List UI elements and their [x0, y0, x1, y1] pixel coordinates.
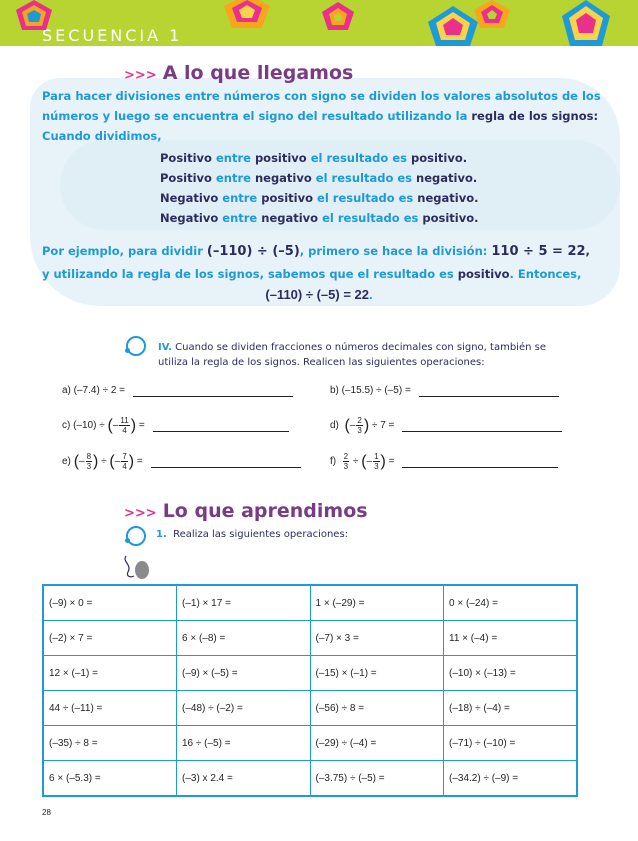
table-cell[interactable]: (–71) ÷ (–10) =: [444, 726, 578, 761]
table-cell[interactable]: (–9) × (–5) =: [177, 656, 311, 691]
table-cell[interactable]: 0 × (–24) =: [444, 585, 578, 621]
table-cell[interactable]: (–48) ÷ (–2) =: [177, 691, 311, 726]
pentagon-decoration-icon: [222, 0, 272, 28]
exercise-item-c: c) (–10) ÷ ( – $\frac{11}{4}$ ) =: [62, 416, 289, 435]
table-cell[interactable]: (–15) × (–1) =: [310, 656, 444, 691]
pentagon-decoration-icon: [562, 0, 610, 46]
answer-line[interactable]: [151, 455, 301, 468]
sign-rule: Negativo entre negativo el resultado es positivo.: [160, 211, 479, 225]
table-row: [43, 585, 577, 621]
table-cell[interactable]: (–10) × (–13) =: [444, 656, 578, 691]
chevron-icon: >>>: [124, 68, 157, 83]
table-row: [43, 726, 577, 761]
sign-rule: Positivo entre positivo el resultado es positivo.: [160, 151, 468, 165]
table-cell[interactable]: (–56) ÷ 8 =: [310, 691, 444, 726]
table-cell[interactable]: 44 ÷ (–11) =: [43, 691, 177, 726]
exercise-item-d: d) ( – $\frac{2}{3}$ ) ÷ 7 =: [330, 416, 562, 435]
table-cell[interactable]: (–3) x 2.4 =: [177, 761, 311, 797]
exercise-1-instructions: 1. Realiza las siguientes operaciones:: [156, 529, 349, 540]
sign-rule: Positivo entre negativo el resultado es negativo.: [160, 171, 478, 185]
sequence-label: SECUENCIA 1: [42, 26, 183, 45]
exercise-item-a: a) (–7.4) ÷ 2 =: [62, 384, 293, 397]
table-cell[interactable]: 6 × (–8) =: [177, 621, 311, 656]
example-result: (–110) ÷ (–5) = 22.: [265, 287, 373, 302]
answer-line[interactable]: [402, 455, 558, 468]
table-cell[interactable]: (–3.75) ÷ (–5) =: [310, 761, 444, 797]
table-cell[interactable]: (–29) ÷ (–4) =: [310, 726, 444, 761]
exercise-iv-instructions: IV. Cuando se dividen fracciones o números decimales con signo, también se utiliza la regla de los signos. Realicen las siguientes operaciones:: [158, 342, 546, 368]
table-row: [43, 656, 577, 691]
answer-line[interactable]: [133, 384, 293, 397]
team-activity-icon: [126, 336, 146, 356]
section-title-lo-que-aprendimos: >>> Lo que aprendimos: [124, 500, 368, 522]
table-row: [43, 621, 577, 656]
section-title-a-lo-que-llegamos: >>> A lo que llegamos: [124, 62, 354, 84]
exercise-item-e: e) ( – $\frac{8}{3}$ ) ÷ ( – $\frac{7}{4}$ ) =: [62, 452, 301, 471]
table-cell[interactable]: (–1) × 17 =: [177, 585, 311, 621]
page-number: 28: [42, 808, 51, 817]
pentagon-decoration-icon: [428, 6, 478, 46]
table-cell[interactable]: (–34.2) ÷ (–9) =: [444, 761, 578, 797]
table-cell[interactable]: (–7) × 3 =: [310, 621, 444, 656]
table-cell[interactable]: 1 × (–29) =: [310, 585, 444, 621]
table-cell[interactable]: 16 ÷ (–5) =: [177, 726, 311, 761]
individual-activity-icon: [126, 526, 146, 546]
pentagon-decoration-icon: [14, 0, 54, 30]
pentagon-decoration-icon: [320, 0, 356, 30]
exercise-item-b: b) (–15.5) ÷ (–5) =: [330, 384, 559, 397]
table-row: [43, 691, 577, 726]
sign-rule: Negativo entre positivo el resultado es negativo.: [160, 191, 479, 205]
example-paragraph: Por ejemplo, para dividir (–110) ÷ (–5), primero se hace la división: 110 ÷ 5 = 22, y utilizando la regla de los signos, sabemos que el resultado es positivo. Entonces,: [42, 244, 590, 281]
answer-line[interactable]: [419, 384, 559, 397]
answer-line[interactable]: [402, 419, 562, 432]
intro-paragraph: Para hacer divisiones entre números con signo se dividen los valores absolutos de los números y luego se encuentra el signo del resultado utilizando la regla de los signos: Cuando dividimos,: [42, 89, 601, 143]
table-cell[interactable]: (–9) × 0 =: [43, 585, 177, 621]
table-cell[interactable]: 11 × (–4) =: [444, 621, 578, 656]
exercise-item-f: f) $\frac{2}{3}$ ÷ ( – $\frac{1}{3}$ ) =: [330, 452, 558, 471]
table-cell[interactable]: 6 × (–5.3) =: [43, 761, 177, 797]
table-cell[interactable]: (–2) × 7 =: [43, 621, 177, 656]
sign-rules-list: [160, 148, 479, 228]
computer-mouse-icon: [122, 554, 154, 580]
table-cell[interactable]: (–35) ÷ 8 =: [43, 726, 177, 761]
table-cell[interactable]: 12 × (–1) =: [43, 656, 177, 691]
chevron-icon: >>>: [124, 506, 157, 521]
operations-table: [42, 584, 578, 797]
table-row: [43, 761, 577, 797]
answer-line[interactable]: [153, 419, 289, 432]
table-cell[interactable]: (–18) ÷ (–4) =: [444, 691, 578, 726]
pentagon-decoration-icon: [474, 0, 510, 28]
